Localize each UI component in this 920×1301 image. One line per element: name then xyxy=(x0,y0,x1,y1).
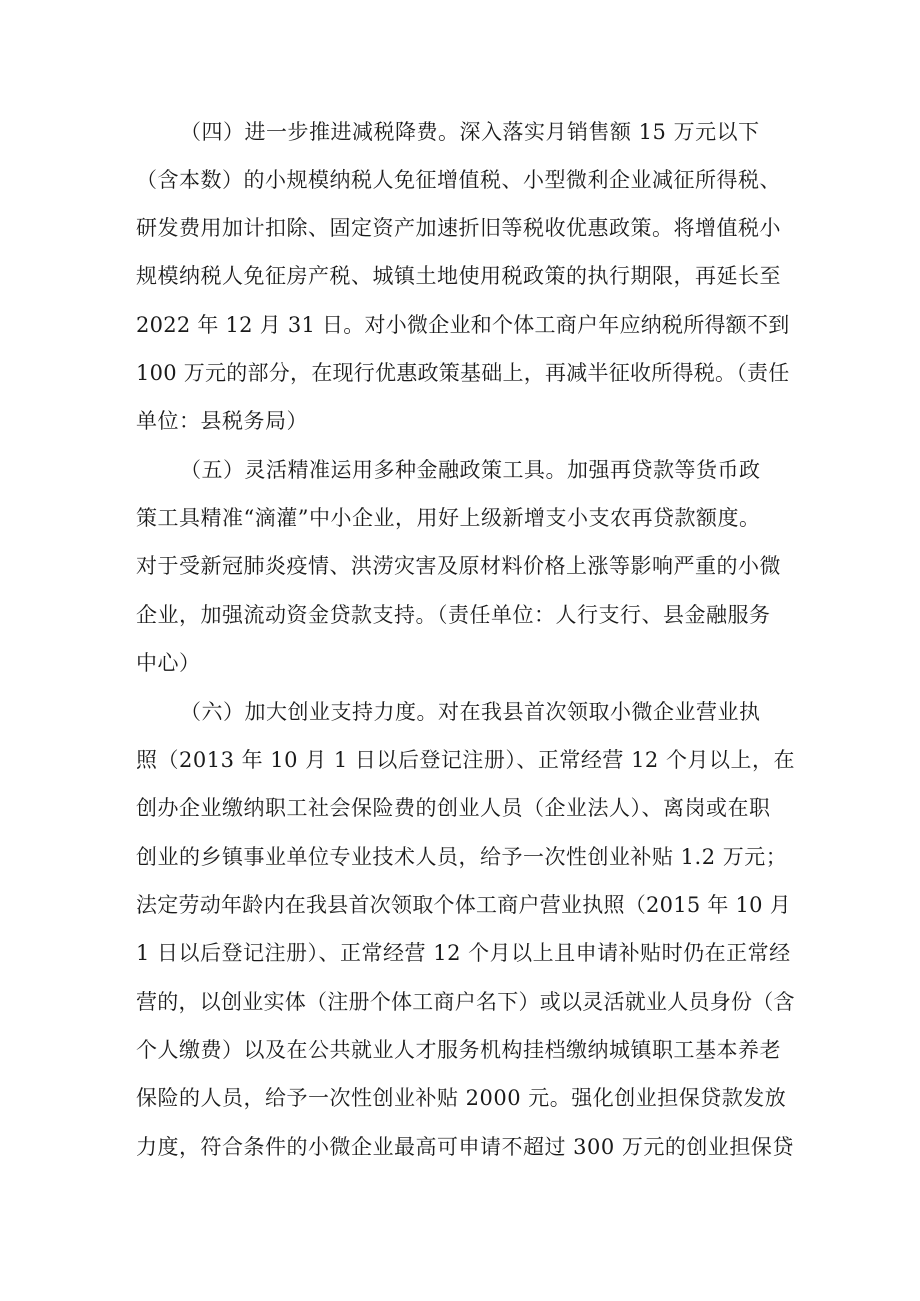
paragraph-4-line-7: 单位：县税务局） xyxy=(136,409,308,433)
paragraph-6-line-8: 个人缴费）以及在公共就业人才服务机构挂档缴纳城镇职工基本养老 xyxy=(136,1038,781,1062)
paragraph-6-line-3: 创办企业缴纳职工社会保险费的创业人员（企业法人）、离岗或在职 xyxy=(136,796,771,820)
paragraph-4-line-3: 研发费用加计扣除、固定资产加速折旧等税收优惠政策。将增值税小 xyxy=(136,216,781,240)
paragraph-4-line-4: 规模纳税人免征房产税、城镇土地使用税政策的执行期限，再延长至 xyxy=(136,264,781,288)
paragraph-5-line-1: （五）灵活精准运用多种金融政策工具。加强再贷款等货币政 xyxy=(180,458,761,482)
paragraph-5-line-2: 策工具精准“滴灌”中小企业，用好上级新增支小支农再贷款额度。 xyxy=(136,506,761,530)
paragraph-6-line-7: 营的，以创业实体（注册个体工商户名下）或以灵活就业人员身份（含 xyxy=(136,990,795,1014)
paragraph-5-line-4: 企业，加强流动资金贷款支持。（责任单位：人行支行、县金融服务 xyxy=(136,603,771,627)
paragraph-6-line-5: 法定劳动年龄内在我县首次领取个体工商户营业执照（2015 年 10 月 xyxy=(136,893,791,917)
paragraph-6-line-4: 创业的乡镇事业单位专业技术人员，给予一次性创业补贴 1.2 万元； xyxy=(136,845,788,869)
paragraph-6-line-2: 照（2013 年 10 月 1 日以后登记注册）、正常经营 12 个月以上，在 xyxy=(136,748,795,772)
paragraph-6-line-1: （六）加大创业支持力度。对在我县首次领取小微企业营业执 xyxy=(180,700,761,724)
paragraph-4-line-1: （四）进一步推进减税降费。深入落实月销售额 15 万元以下 xyxy=(180,120,760,144)
paragraph-4-line-6: 100 万元的部分，在现行优惠政策基础上，再减半征收所得税。（责任 xyxy=(136,361,790,385)
paragraph-5-line-5: 中心） xyxy=(136,651,201,675)
paragraph-4-line-5: 2022 年 12 月 31 日。对小微企业和个体工商户年应纳税所得额不到 xyxy=(136,313,790,337)
paragraph-4-line-2: （含本数）的小规模纳税人免征增值税、小型微利企业减征所得税、 xyxy=(136,168,781,192)
paragraph-6-line-10: 力度，符合条件的小微企业最高可申请不超过 300 万元的创业担保贷 xyxy=(136,1135,794,1159)
paragraph-6-line-9: 保险的人员，给予一次性创业补贴 2000 元。强化创业担保贷款发放 xyxy=(136,1086,787,1110)
paragraph-6-line-6: 1 日以后登记注册）、正常经营 12 个月以上且申请补贴时仍在正常经 xyxy=(136,941,791,965)
paragraph-5-line-3: 对于受新冠肺炎疫情、洪涝灾害及原材料价格上涨等影响严重的小微 xyxy=(136,554,781,578)
